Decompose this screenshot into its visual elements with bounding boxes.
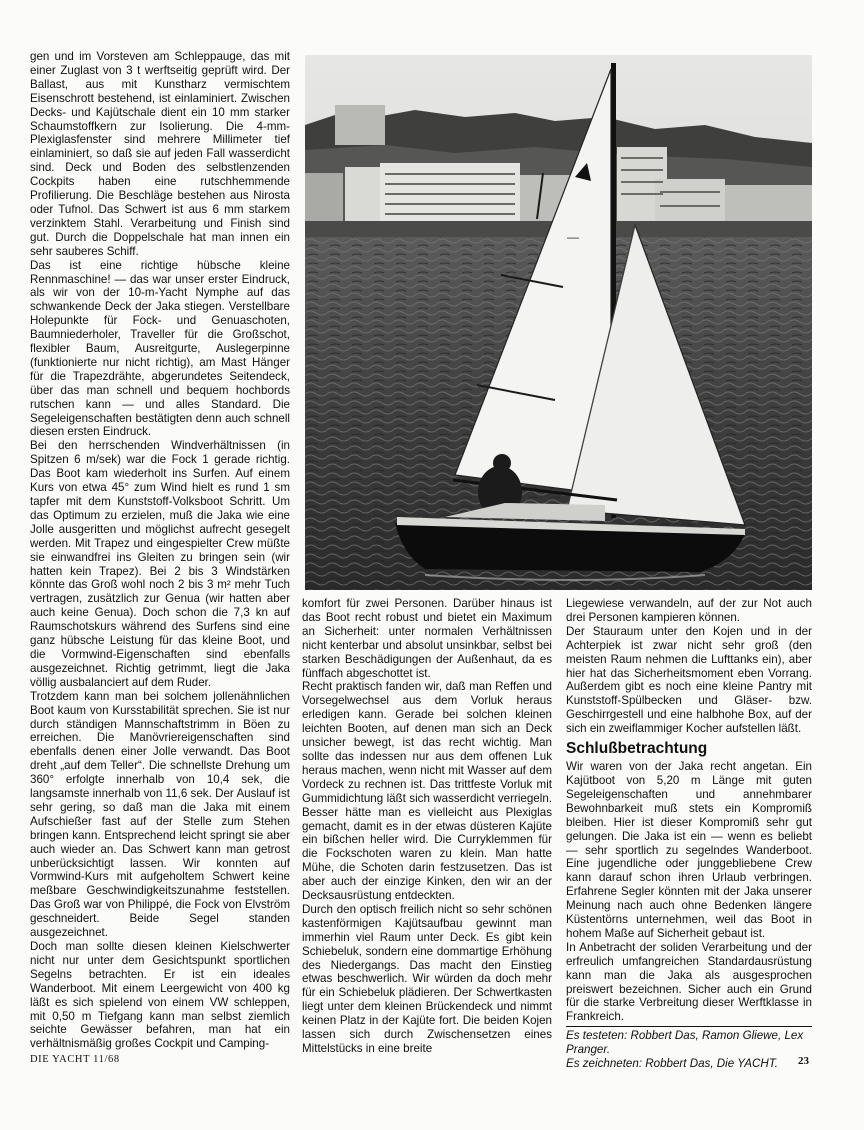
page-number: 23 — [798, 1055, 809, 1067]
divider — [566, 1026, 812, 1027]
paragraph: Durch den optisch freilich nicht so sehr schönen kastenförmigen Kajütsaufbau gewinnt man immerhin viel Raum unter Deck. Es gibt kein Schiebeluk, sondern eine dommartige Erhöhung des Niedergangs. Das macht den Einstieg etwas beschwerlich. Wir würden da doch mehr für ein Schiebeluk plädieren. Der Schwertkasten liegt unter dem kleinen Brückendeck und nimmt keinen Platz in der Kajüte fort. Die beiden Kojen lassen sich durch Zwischensetzen eines Mittelstücks in eine breite — [302, 902, 552, 1055]
paragraph: Der Stauraum unter den Kojen und in der Achterpiek ist zwar nicht sehr groß (den meisten Raum nehmen die Lufttanks ein), aber hier hat das Sicherheitsmoment eben Vorrang. Außerdem gibt es noch eine kleine Pantry mit Kunststoff-Spülbecken und Gläser- bzw. Geschirrgestell und eine halbhohe Box, auf der sich ein zweiflammiger Kocher aufstellen läßt. — [566, 624, 812, 736]
text-column-3 — [566, 597, 812, 1071]
section-heading: Schlußbetrachtung — [566, 740, 708, 758]
sailboat-photo — [305, 55, 812, 590]
paragraph: komfort für zwei Personen. Darüber hinaus ist das Boot recht robust und bietet ein Maximum an Sicherheit: unter normalen Verhältnissen nicht kenterbar und absolut unsinkbar, selbst bei starken Beschädigungen der Außenhaut, da es fünffach abgeschottet ist. — [302, 597, 552, 680]
paragraph: gen und im Vorsteven am Schleppauge, das mit einer Zuglast von 3 t werftseitig geprüft wird. Der Ballast, aus mit Kunstharz vermischtem Eisenschrott bestehend, ist einlaminiert. Zwischen Decks- und Kajütschale dient ein 10 mm starker Schaumstoffkern zur Isolierung. Die 4-mm-Plexiglasfenster sind mehrere Millimeter tief einlaminiert, so daß sie auf jeden Fall wasserdicht sind. Deck und Boden des selbstlenzenden Cockpits haben eine rutschhemmende Profilierung. Die Beschläge bestehen aus Nirosta oder Tufnol. Das Schwert ist aus 6 mm starkem verzinktem Stahl. Verarbeitung und Finish sind gut. Durch die Doppelschale hat man innen ein sehr sauberes Schiff. — [30, 50, 290, 258]
paragraph: Trotzdem kann man bei solchem jollenähnlichen Boot kaum von Kursstabilität sprechen. Sie ist nur durch ständigen Mannschaftstrimm in Böen zu erreichen. Die Manövriereigenschaften sind ebenfalls denen einer Jolle verwandt. Das Boot dreht „auf dem Teller“. Die schnellste Drehung um 360° erfolgte innerhalb von 10,4 sek, die langsamste innerhalb von 11,6 sek. Der Auslauf ist sehr gering, so daß man die Jaka mit einem Aufschießer fast auf der Stelle zum Stehen bringen kann. Entsprechend leicht springt sie aber auch wieder an. Das Schwert kann man getrost unberücksichtigt lassen. Wir konnten auf Vormwind-Kurs mit aufgeholtem Schwert keine meßbare Geschwindigkeitszunahme feststellen. Das Groß war von Philippé, die Fock von Elvström geschneidert. Beide Segel standen ausgezeichnet. — [30, 689, 290, 940]
credits-testers: Es testeten: Robbert Das, Ramon Gliewe, Lex Pranger. — [566, 1029, 804, 1057]
text-column-1 — [30, 50, 290, 1051]
paragraph: Doch man sollte diesen kleinen Kielschwerter nicht nur unter dem Gesichtspunkt sportlichen Segelns betrachten. Er ist ein ideales Wanderboot. Mit einem Leergewicht von 400 kg läßt es sich spielend von einem VW schleppen, mit 0,50 m Tiefgang kann man selbst ziemlich seichte Gewässer befahren, man hat ein verhältnismäßig großes Cockpit und Camping- — [30, 940, 290, 1051]
sailboat-image — [305, 55, 812, 590]
credits-illustrators: Es zeichneten: Robbert Das, Die YACHT. — [566, 1057, 779, 1071]
svg-text:—: — — [567, 230, 579, 244]
paragraph: Recht praktisch fanden wir, daß man Reffen und Vorsegelwechsel aus dem Vorluk heraus erledigen kann. Gerade bei solchen kleinen leichten Booten, auf denen man sich an Deck unsicher bewegt, ist das recht wichtig. Man sollte das indessen nur aus dem offenen Luk heraus machen, wenn nicht mit Wasser auf dem Vordeck zu rechnen ist. Das trittfeste Vorluk mit Gummidichtung läßt sich wasserdicht verriegeln. Besser hätte man es vielleicht aus Plexiglas gemacht, damit es in der etwas düsteren Kajüte ein bißchen heller wird. Die Curryklemmen für die Fockschoten waren zu klein. Man hatte Mühe, die Schoten darin festzusetzen. Das ist aber auch der einzige Kinken, den wir an der Decksausrüstung entdeckten. — [302, 680, 552, 903]
text-column-2 — [302, 597, 552, 1056]
paragraph: Wir waren von der Jaka recht angetan. Ein Kajütboot von 5,20 m Länge mit guten Segeleigenschaften und annehmbarer Bewohnbarkeit muß stets ein Kompromiß bleiben. Hier ist dieser Kompromiß sehr gut gelungen. Die Jaka ist ein — wenn es beliebt — sehr sportlich zu segelndes Wanderboot. Eine jugendliche oder junggebliebene Crew kann darauf schon ihren Urlaub verbringen. Erfahrene Segler könnten mit der Jaka unserer Meinung nach auch ohne Bedenken längere Küstentörns unternehmen, weil das Boot in hohem Maße auf Sicherheit gebaut ist. — [566, 760, 812, 940]
paragraph: Liegewiese verwandeln, auf der zur Not auch drei Personen kampieren können. — [566, 597, 812, 624]
magazine-footer: DIE YACHT 11/68 — [30, 1054, 120, 1065]
paragraph: In Anbetracht der soliden Verarbeitung und der erfreulich umfangreichen Standardausrüstung kann man die Jaka als ausgesprochen preiswert bezeichnen. Sicher auch ein Grund für die starke Verbreitung dieser Werftklasse in Frankreich. — [566, 940, 812, 1024]
paragraph: Bei den herrschenden Windverhältnissen (in Spitzen 6 m/sek) war die Fock 1 gerade richtig. Das Boot kam wiederholt ins Surfen. Auf einem Kurs von etwa 45° zum Wind hielt es rund 1 sm tapfer mit dem Kunststoff-Volksboot Schritt. Um das Optimum zu erzielen, muß die Jaka wie eine Jolle ausgeritten und möglichst aufrecht gesegelt werden. Mit Trapez und eingespielter Crew müßte sie einwandfrei ins Gleiten zu bringen sein (wir hatten kein Trapez). Bei 2 bis 3 Windstärken könnte das Groß wohl noch 2 bis 3 m² mehr Tuch vertragen, zusätzlich zur Genua (wir hatten aber auch keine Genua). Doch schon die 7,3 kn auf Raumschotskurs während des Surfens sind eine ganz hübsche Leistung für das kleine Boot, und die Vormwind-Eigenschaften sind ebenfalls ausgezeichnet. Richtig getrimmt, liegt die Jaka völlig ausbalanciert auf dem Ruder. — [30, 439, 290, 689]
paragraph: Das ist eine richtige hübsche kleine Rennmaschine! — das war unser erster Eindruck, als wir von der 10-m-Yacht Nymphe auf das schwankende Deck der Jaka stiegen. Verstellbare Holepunkte für Fock- und Genuaschoten, Baumniederholer, Traveller für die Großschot, flexibler Baum, Ausreitgurte, Auslegerpinne (funktionierte nur nicht richtig), am Mast Hänger für die Trapezdrähte, abgerundetes Seitendeck, über das man schnell und bequem hochbords rutschen kann — und alles Standard. Die Segeleigenschaften bestätigten denn auch schnell diesen ersten Eindruck. — [30, 258, 290, 439]
